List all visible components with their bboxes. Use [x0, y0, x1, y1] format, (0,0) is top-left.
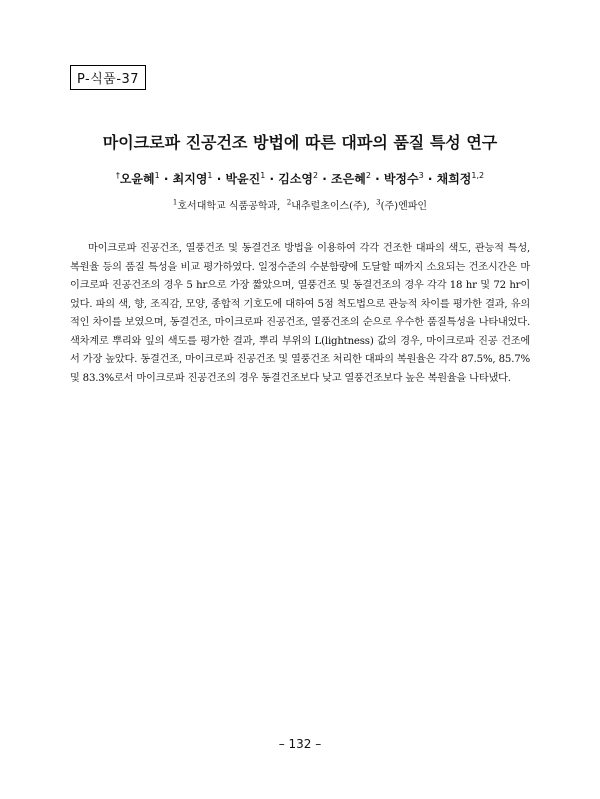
affiliation-text: (주)엔파인	[380, 201, 428, 212]
affiliation-text: 내추럴초이스(주),	[291, 201, 370, 212]
author-name: 최지영	[172, 172, 208, 186]
author-sup: 1	[154, 171, 160, 180]
corresponding-mark: †	[115, 171, 120, 180]
author-sup: 1,2	[471, 171, 485, 180]
affiliations	[0, 197, 600, 212]
author-name: 박정수	[383, 172, 419, 186]
author-sup: 2	[313, 171, 319, 180]
affiliation-sup: 1	[172, 198, 178, 207]
session-tag: P-식품-37	[70, 65, 146, 90]
author-sup: 3	[418, 171, 424, 180]
author-name: 오윤혜	[119, 172, 155, 186]
paper-title: 마이크로파 진공건조 방법에 따른 대파의 품질 특성 연구	[102, 133, 498, 152]
author-name: 박윤진	[225, 172, 261, 186]
author-list: †오윤혜$^1$ · 최지영$^1$ · 박윤진$^1$ · 김소영$^2$ · 조은혜$^2$ · 박정수$^3$ · 채희정$^{1,2}$	[115, 171, 485, 186]
affiliation-text: 호서대학교 식품공학과,	[177, 201, 281, 212]
abstract-body: 마이크로파 진공건조, 열풍건조 및 동결건조 방법을 이용하여 각각 건조한 대파의 색도, 관능적 특성, 복원율 등의 품질 특성을 비교 평가하였다. 일정수준의 수분함량에 도달할 때까지 소요되는 건조시간은 마이크로파 진공건조의 경우 5 hr으로 가장 짧았으며, 열풍건조 및 동결건조의 경우 각각 18 hr 및 72 hr이었다. 파의 색, 향, 조직감, 모양, 종합적 기호도에 대하여 5점 척도법으로 관능적 차이를 평가한 결과, 유의적인 차이를 보였으며, 동결건조, 마이크로파 진공건조, 열풍건조의 순으로 우수한 품질특성을 나타내었다. 색차계로 뿌리와 잎의 색도를 평가한 결과, 뿌리 부위의 L(lightness) 값의 경우, 마이크로파 진공 건조에서 가장 높았다. 동결건조, 마이크로파 진공건조 및 열풍건조 처리한 대파의 복원율은 각각 87.5%, 85.7% 및 83.3%로서 마이크로파 진공건조의 경우 동결건조보다 낮고 열풍건조보다 높은 복원율을 나타냈다.	[70, 243, 530, 384]
author-sup: 1	[207, 171, 213, 180]
affiliation-sup: 3	[376, 198, 381, 207]
author-sup: 1	[260, 171, 266, 180]
author-name: 조은혜	[331, 172, 366, 186]
affiliation-sup: 2	[286, 198, 292, 207]
author-name: 김소영	[278, 172, 314, 186]
page-number: – 132 –	[278, 737, 322, 751]
author-name: 채희정	[436, 172, 472, 186]
author-sup: 2	[365, 171, 371, 180]
